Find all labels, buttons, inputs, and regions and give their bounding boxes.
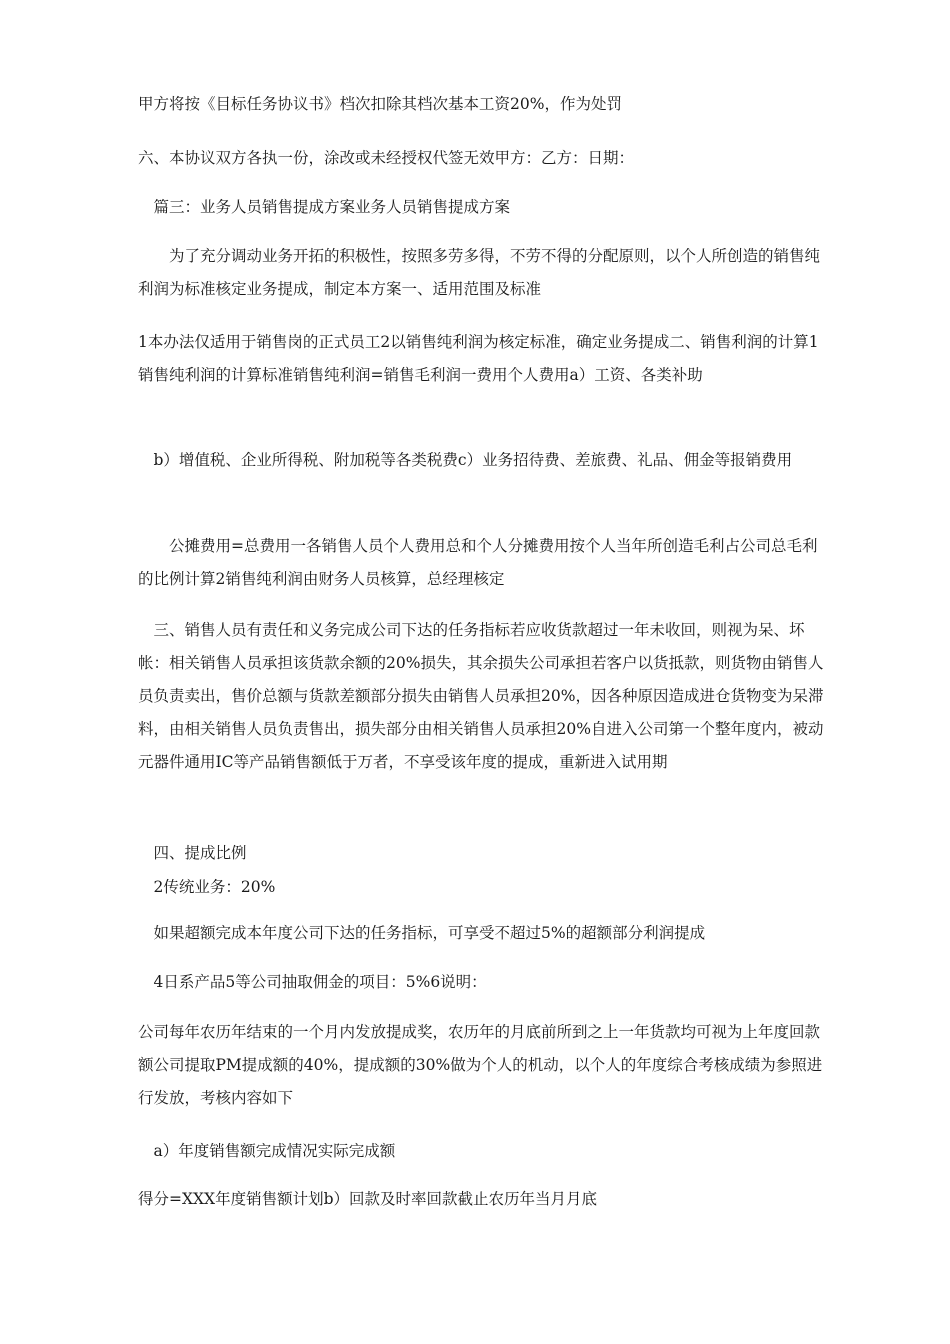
paragraph-annual-sales: a）年度销售额完成情况实际完成额 <box>138 1142 396 1160</box>
paragraph-agreement-copies: 六、本协议双方各执一份，涂改或未经授权代签无效甲方：乙方：日期： <box>138 149 635 167</box>
paragraph-traditional-business: 2传统业务：20% <box>138 878 276 896</box>
paragraph-penalty: 甲方将按《目标任务协议书》档次扣除其档次基本工资20%，作为处罚 <box>138 95 622 113</box>
paragraph-responsibilities: 三、销售人员有责任和义务完成公司下达的任务指标若应收货款超过一年未收回，则视为呆、坏帐：相关销售人员承担该货款余额的20%损失，其余损失公司承担若客户以货抵款，则货物由销售人员负责卖出，售价总额与货款差额部分损失由销售人员承担20%，因各种原因造成进仓货物变为呆滞料，由相关销售人员负责售出，损失部分由相关销售人员承担20%自进入公司第一个整年度内，被动元器件通用IC等产品销售额低于万者，不享受该年度的提成，重新进入试用期 <box>138 621 824 771</box>
paragraph-section-title: 篇三：业务人员销售提成方案业务人员销售提成方案 <box>138 198 511 216</box>
paragraph-shared-costs: 公摊费用=总费用一各销售人员个人费用总和个人分摊费用按个人当年所创造毛利占公司总毛利的比例计算2销售纯利润由财务人员核算，总经理核定 <box>138 537 818 588</box>
paragraph-excess-bonus: 如果超额完成本年度公司下达的任务指标，可享受不超过5%的超额部分利润提成 <box>138 924 706 942</box>
paragraph-scope: 1本办法仅适用于销售岗的正式员工2以销售纯利润为核定标准，确定业务提成二、销售利润的计算1销售纯利润的计算标准销售纯利润=销售毛利润一费用个人费用a）工资、各类补助 <box>138 333 819 384</box>
paragraph-intro: 为了充分调动业务开拓的积极性，按照多劳多得，不劳不得的分配原则，以个人所创造的销售纯利润为标准核定业务提成，制定本方案一、适用范围及标准 <box>138 247 821 298</box>
paragraph-japanese-products: 4日系产品5等公司抽取佣金的项目：5%6说明： <box>138 973 487 991</box>
paragraph-bonus-distribution: 公司每年农历年结束的一个月内发放提成奖，农历年的月底前所到之上一年货款均可视为上年度回款额公司提取PM提成额的40%，提成额的30%做为个人的机动，以个人的年度综合考核成绩为参照进行发放，考核内容如下 <box>138 1023 823 1107</box>
paragraph-score-formula: 得分=XXX年度销售额计划b）回款及时率回款截止农历年当月月底 <box>138 1190 598 1208</box>
paragraph-commission-ratio: 四、提成比例 <box>138 844 247 862</box>
paragraph-taxes: b）增值税、企业所得税、附加税等各类税费c）业务招待费、差旅费、礼品、佣金等报销费用 <box>138 451 793 469</box>
